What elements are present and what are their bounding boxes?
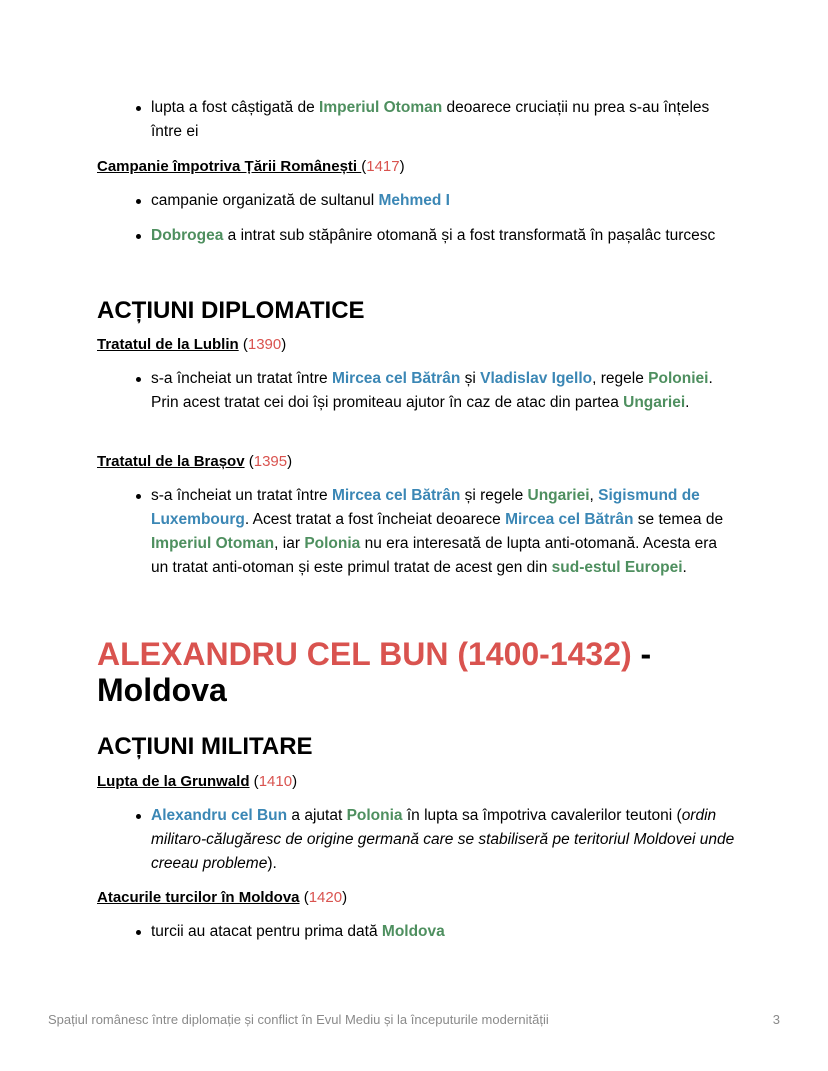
- blue-highlight: Alexandru cel Bun: [151, 807, 288, 824]
- text-segment: ACȚIUNI MILITARE: [97, 733, 313, 760]
- text-segment: ): [292, 773, 298, 790]
- green-highlight: Imperiul Otoman: [151, 535, 275, 552]
- blue-highlight: Vladislav Igello: [480, 370, 593, 387]
- section-subheading: [97, 450, 292, 474]
- underlined-title: Tratatul de la Lublin: [97, 336, 239, 353]
- text-segment: nu era interesată de lupta anti-otomană. Acesta era un tratat anti-otoman și este primul tratat de acest gen din: [151, 535, 718, 576]
- green-highlight: Polonia: [304, 535, 361, 552]
- bullet-item: [151, 804, 736, 876]
- section-heading: [97, 296, 365, 326]
- text-segment: ).: [267, 855, 277, 872]
- text-segment: ): [281, 336, 287, 353]
- blue-highlight: Mircea cel Bătrân: [331, 370, 461, 387]
- red-highlight: 1420: [308, 889, 343, 906]
- section-subheading: [97, 333, 286, 357]
- text-segment: ): [399, 158, 405, 175]
- red-highlight: 1395: [253, 453, 288, 470]
- italic-highlight: ordin militaro-călugăresc de origine germană care se stabiliseră pe teritoriul Moldovei unde creeau probleme: [151, 807, 735, 872]
- underlined-title: Campanie împotriva Țării Românești: [97, 158, 362, 175]
- text-segment: deoarece cruciații nu prea s-au înțeles între ei: [151, 99, 710, 140]
- text-segment: (: [249, 773, 259, 790]
- section-heading: [97, 732, 313, 762]
- green-highlight: Ungariei: [623, 394, 686, 411]
- text-segment: , iar: [274, 535, 305, 552]
- green-highlight: Dobrogea: [151, 227, 224, 244]
- text-segment: și regele: [460, 487, 528, 504]
- red-highlight: 1417: [366, 158, 400, 175]
- text-segment: a intrat sub stăpânire otomană și a fost transformată în pașalâc turcesc: [223, 227, 716, 244]
- text-segment: campanie organizată de sultanul: [151, 192, 379, 209]
- bullet-item: [151, 920, 736, 944]
- text-segment: .: [685, 394, 690, 411]
- text-segment: . Prin acest tratat cei doi își promiteau ajutor în caz de atac din partea: [151, 370, 713, 411]
- section-subheading: [97, 770, 297, 794]
- footer-title: Spațiul românesc între diplomație și conflict în Evul Mediu și la începuturile modernității: [48, 1012, 549, 1027]
- bullet-item: [151, 224, 736, 248]
- blue-highlight: Mircea cel Bătrân: [505, 511, 634, 528]
- bullet-item: [151, 96, 736, 144]
- page-footer: [48, 1012, 780, 1027]
- blue-highlight: Sigismund de Luxembourg: [151, 487, 700, 528]
- text-segment: (: [238, 336, 248, 353]
- green-highlight: Moldova: [381, 923, 445, 940]
- underlined-title: Tratatul de la Brașov: [97, 453, 245, 470]
- section-subheading: [97, 155, 405, 179]
- red-highlight: 1390: [247, 336, 282, 353]
- text-segment: se temea de: [633, 511, 724, 528]
- text-segment: în lupta sa împotriva cavalerilor teutoni (: [402, 807, 682, 824]
- text-segment: . Acest tratat a fost încheiat deoarece: [244, 511, 506, 528]
- text-segment: s-a încheiat un tratat între: [151, 370, 332, 387]
- bullet-item: [151, 189, 736, 213]
- text-segment: ): [342, 889, 348, 906]
- bullet-item: [151, 484, 736, 580]
- green-highlight: Imperiul Otoman: [319, 99, 443, 116]
- page-number: 3: [772, 1012, 780, 1027]
- section-subheading: [97, 886, 347, 910]
- text-segment: , regele: [592, 370, 649, 387]
- text-segment: - Moldova: [97, 636, 652, 708]
- text-segment: ): [287, 453, 293, 470]
- text-segment: (: [299, 889, 309, 906]
- green-highlight: Polonia: [346, 807, 403, 824]
- chapter-title: [97, 636, 737, 708]
- green-highlight: Poloniei: [648, 370, 709, 387]
- red-highlight: 1410: [258, 773, 293, 790]
- text-segment: ,: [589, 487, 599, 504]
- text-segment: ACȚIUNI DIPLOMATICE: [97, 297, 365, 324]
- text-segment: .: [682, 559, 687, 576]
- text-segment: lupta a fost câștigată de: [151, 99, 320, 116]
- blue-highlight: Mircea cel Bătrân: [331, 487, 461, 504]
- green-highlight: Ungariei: [527, 487, 590, 504]
- text-segment: a ajutat: [287, 807, 347, 824]
- text-segment: (: [361, 158, 367, 175]
- blue-highlight: Mehmed I: [378, 192, 450, 209]
- green-highlight: sud-estul Europei: [551, 559, 683, 576]
- underlined-title: Lupta de la Grunwald: [97, 773, 250, 790]
- bullet-item: [151, 367, 736, 415]
- text-segment: turcii au atacat pentru prima dată: [151, 923, 382, 940]
- text-segment: și: [460, 370, 481, 387]
- underlined-title: Atacurile turcilor în Moldova: [97, 889, 300, 906]
- text-segment: s-a încheiat un tratat între: [151, 487, 332, 504]
- red-highlight: ALEXANDRU CEL BUN (1400-1432): [97, 636, 632, 672]
- text-segment: (: [244, 453, 254, 470]
